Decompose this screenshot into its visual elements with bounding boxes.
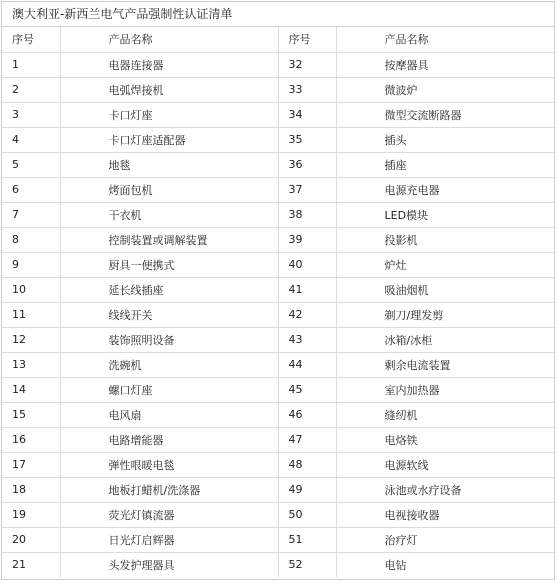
cell-product-name-left: 延长线插座: [60, 277, 278, 302]
cell-seq-right: 50: [278, 502, 336, 527]
table-row: [2, 377, 554, 402]
cell-seq-right: 48: [278, 452, 336, 477]
cell-product-name-left: 地毯: [60, 152, 278, 177]
table-row: [2, 277, 554, 302]
cell-seq-left: 20: [2, 527, 60, 552]
cell-product-name-right: 电源充电器: [336, 177, 554, 202]
cell-seq-right: 51: [278, 527, 336, 552]
cell-seq-left: 17: [2, 452, 60, 477]
cell-product-name-left: 地板打蜡机/洗涤器: [60, 477, 278, 502]
cell-product-name-right: 电烙铁: [336, 427, 554, 452]
cell-seq-left: 9: [2, 252, 60, 277]
cell-product-name-right: 治疗灯: [336, 527, 554, 552]
table-row: [2, 527, 554, 552]
cell-product-name-right: 微波炉: [336, 77, 554, 102]
table-row: [2, 252, 554, 277]
table-row: [2, 102, 554, 127]
cell-seq-right: 38: [278, 202, 336, 227]
cell-seq-left: 13: [2, 352, 60, 377]
table-row: [2, 52, 554, 77]
cell-product-name-left: 头发护理器具: [60, 552, 278, 577]
table-title: 澳大利亚-新西兰电气产品强制性认证清单: [2, 2, 554, 27]
cell-seq-right: 36: [278, 152, 336, 177]
cell-seq-right: 44: [278, 352, 336, 377]
cell-seq-right: 34: [278, 102, 336, 127]
cell-seq-right: 49: [278, 477, 336, 502]
cell-product-name-right: 插头: [336, 127, 554, 152]
cell-product-name-right: 剩余电流装置: [336, 352, 554, 377]
cell-product-name-right: 冰箱/冰柜: [336, 327, 554, 352]
cell-product-name-right: 微型交流断路器: [336, 102, 554, 127]
header-seq-right: 序号: [278, 27, 336, 52]
cell-product-name-right: 电源软线: [336, 452, 554, 477]
cell-seq-right: 35: [278, 127, 336, 152]
cell-seq-right: 41: [278, 277, 336, 302]
cell-seq-left: 18: [2, 477, 60, 502]
cell-seq-left: 11: [2, 302, 60, 327]
cell-seq-left: 12: [2, 327, 60, 352]
table-row: [2, 327, 554, 352]
cell-seq-left: 2: [2, 77, 60, 102]
table-row: [2, 552, 554, 577]
cell-product-name-left: 洗碗机: [60, 352, 278, 377]
cell-seq-left: 4: [2, 127, 60, 152]
cell-seq-left: 14: [2, 377, 60, 402]
header-product-name-right: 产品名称: [384, 33, 429, 47]
cell-product-name-left: 日光灯启辉器: [60, 527, 278, 552]
cell-seq-right: 52: [278, 552, 336, 577]
cell-product-name-right: 剃刀/理发剪: [336, 302, 554, 327]
table-row: [2, 352, 554, 377]
cell-seq-right: 42: [278, 302, 336, 327]
table-row: [2, 202, 554, 227]
cell-seq-left: 1: [2, 52, 60, 77]
cell-product-name-right: LED模块: [336, 202, 554, 227]
cell-seq-right: 45: [278, 377, 336, 402]
cell-product-name-left: 烤面包机: [60, 177, 278, 202]
certification-list-table-container: [1, 1, 555, 580]
product-table: [2, 27, 554, 577]
cell-seq-left: 16: [2, 427, 60, 452]
table-row: [2, 152, 554, 177]
cell-product-name-right: 电钻: [336, 552, 554, 577]
table-row: [2, 77, 554, 102]
cell-product-name-right: 插座: [336, 152, 554, 177]
cell-seq-right: 33: [278, 77, 336, 102]
cell-seq-left: 8: [2, 227, 60, 252]
cell-product-name-left: 电风扇: [60, 402, 278, 427]
cell-seq-left: 19: [2, 502, 60, 527]
cell-seq-left: 3: [2, 102, 60, 127]
cell-product-name-left: 干衣机: [60, 202, 278, 227]
cell-product-name-left: 荧光灯镇流器: [60, 502, 278, 527]
table-row: [2, 227, 554, 252]
table-row: [2, 302, 554, 327]
cell-seq-left: 7: [2, 202, 60, 227]
cell-product-name-left: 电路增能器: [60, 427, 278, 452]
cell-product-name-left: 卡口灯座: [60, 102, 278, 127]
cell-product-name-left: 厨具一便携式: [60, 252, 278, 277]
cell-product-name-right: 电视接收器: [336, 502, 554, 527]
cell-product-name-right: 缝纫机: [336, 402, 554, 427]
table-row: [2, 127, 554, 152]
cell-product-name-left: 线线开关: [60, 302, 278, 327]
cell-seq-right: 47: [278, 427, 336, 452]
cell-seq-left: 5: [2, 152, 60, 177]
cell-product-name-right: 按摩器具: [336, 52, 554, 77]
cell-seq-left: 10: [2, 277, 60, 302]
cell-seq-left: 6: [2, 177, 60, 202]
cell-product-name-left: 电器连接器: [60, 52, 278, 77]
cell-product-name-left: 卡口灯座适配器: [60, 127, 278, 152]
cell-product-name-left: 装饰照明设备: [60, 327, 278, 352]
cell-seq-left: 21: [2, 552, 60, 577]
table-row: [2, 452, 554, 477]
cell-product-name-right: 吸油烟机: [336, 277, 554, 302]
cell-product-name-right: 炉灶: [336, 252, 554, 277]
cell-seq-right: 46: [278, 402, 336, 427]
cell-product-name-left: 电弧焊接机: [60, 77, 278, 102]
table-row: [2, 177, 554, 202]
cell-seq-right: 40: [278, 252, 336, 277]
table-row: [2, 477, 554, 502]
cell-seq-right: 32: [278, 52, 336, 77]
cell-product-name-left: 螺口灯座: [60, 377, 278, 402]
header-seq-left: 序号: [2, 27, 60, 52]
header-product-name-left: 产品名称: [60, 27, 278, 52]
cell-product-name-left: 弹性哏暖电毯: [60, 452, 278, 477]
table-row: [2, 502, 554, 527]
cell-seq-left: 15: [2, 402, 60, 427]
cell-product-name-left: 控制装置或调解装置: [60, 227, 278, 252]
table-row: [2, 402, 554, 427]
cell-product-name-right: 投影机: [336, 227, 554, 252]
cell-product-name-right: 泳池或水疗设备: [336, 477, 554, 502]
cell-product-name-right: 室内加热器: [336, 377, 554, 402]
cell-seq-right: 37: [278, 177, 336, 202]
cell-seq-right: 43: [278, 327, 336, 352]
header-row: [2, 27, 554, 52]
table-row: [2, 427, 554, 452]
cell-seq-right: 39: [278, 227, 336, 252]
